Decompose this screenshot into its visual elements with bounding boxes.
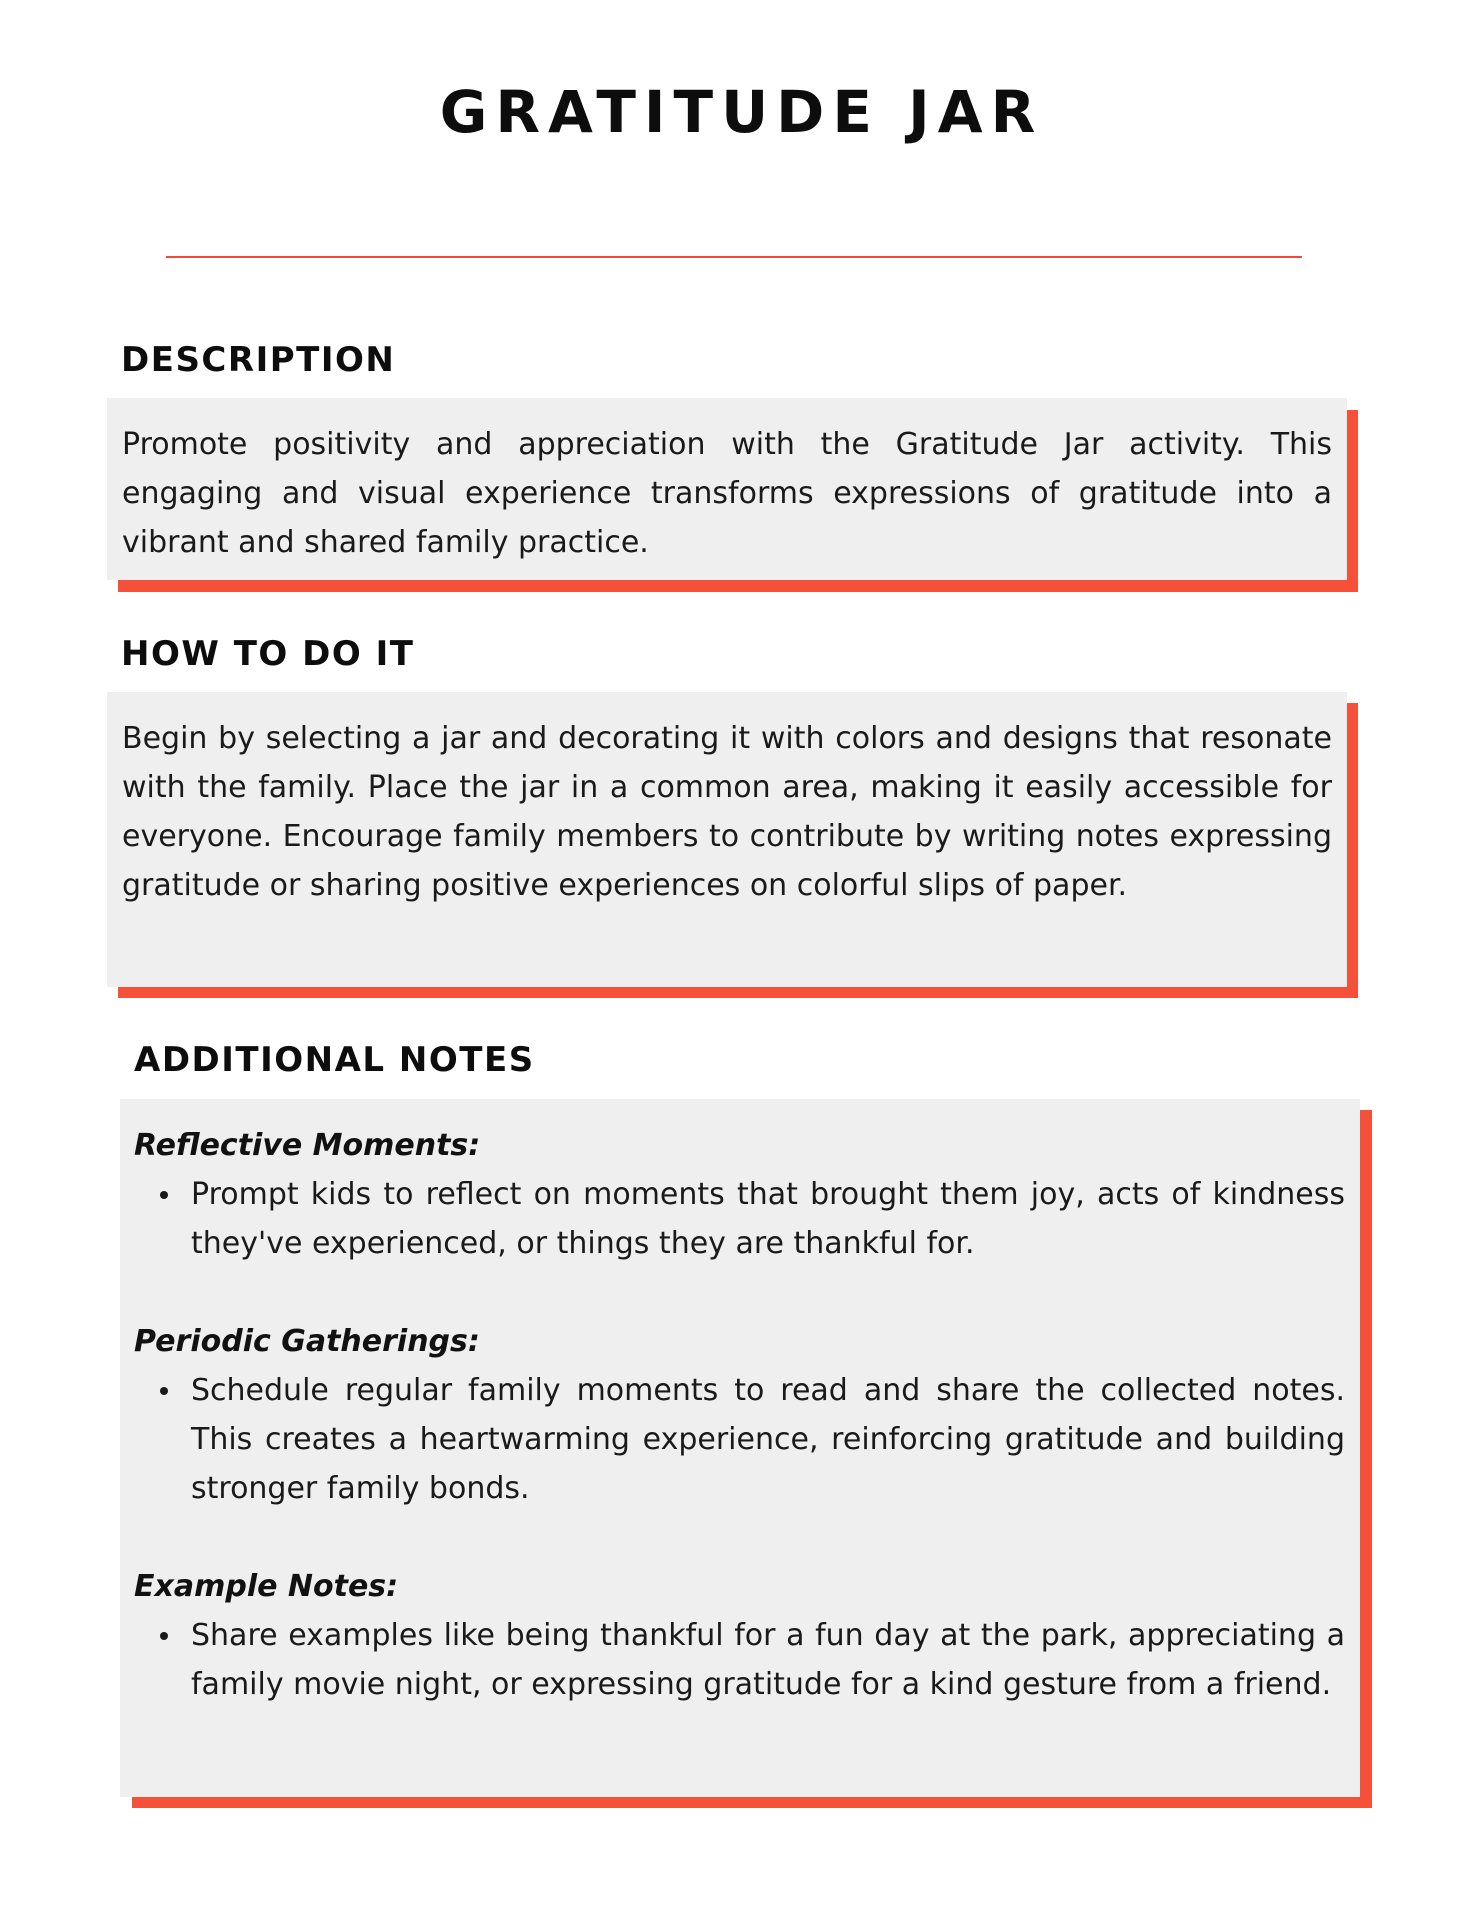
note-bullet-text: Schedule regular family moments to read and share the collected notes. This creates a heartwarming experience, reinforcing gratitude and building stronger family bonds. <box>191 1373 1345 1506</box>
additional-notes-heading: ADDITIONAL NOTES <box>134 1040 535 1080</box>
description-text: Promote positivity and appreciation with the Gratitude Jar activity. This engaging and visual experience transforms expressions of gratitude into a vibrant and shared family practice. <box>122 427 1332 560</box>
note-periodic-gatherings <box>134 1317 1345 1513</box>
note-reflective-moments <box>134 1121 1345 1268</box>
how-to-text: Begin by selecting a jar and decorating it with colors and designs that resonate with the family. Place the jar in a common area, making it easily accessible for everyone. Encourage family members to contribute by writing notes expressing gratitude or sharing positive experiences on colorful slips of paper. <box>122 721 1332 903</box>
list-item <box>134 1366 1345 1513</box>
how-to-box <box>107 692 1347 987</box>
bullet-icon <box>160 1191 168 1199</box>
title-divider <box>166 256 1302 258</box>
bullet-icon <box>160 1387 168 1395</box>
note-bullet-text: Share examples like being thankful for a fun day at the park, appreciating a family movie night, or expressing gratitude for a kind gesture from a friend. <box>191 1618 1345 1702</box>
description-box <box>107 398 1347 580</box>
list-item <box>134 1170 1345 1268</box>
note-title: Reflective Moments: <box>134 1128 481 1163</box>
additional-notes-box <box>120 1099 1360 1797</box>
description-heading: DESCRIPTION <box>121 340 396 380</box>
bullet-icon <box>160 1632 168 1640</box>
page-title: GRATITUDE JAR <box>439 78 1044 146</box>
note-bullet-text: Prompt kids to reflect on moments that brought them joy, acts of kindness they've experienced, or things they are thankful for. <box>191 1177 1345 1261</box>
note-title: Periodic Gatherings: <box>134 1324 480 1359</box>
note-example-notes <box>134 1562 1345 1709</box>
list-item <box>134 1611 1345 1709</box>
how-to-heading: HOW TO DO IT <box>121 634 415 674</box>
note-title: Example Notes: <box>134 1569 399 1604</box>
